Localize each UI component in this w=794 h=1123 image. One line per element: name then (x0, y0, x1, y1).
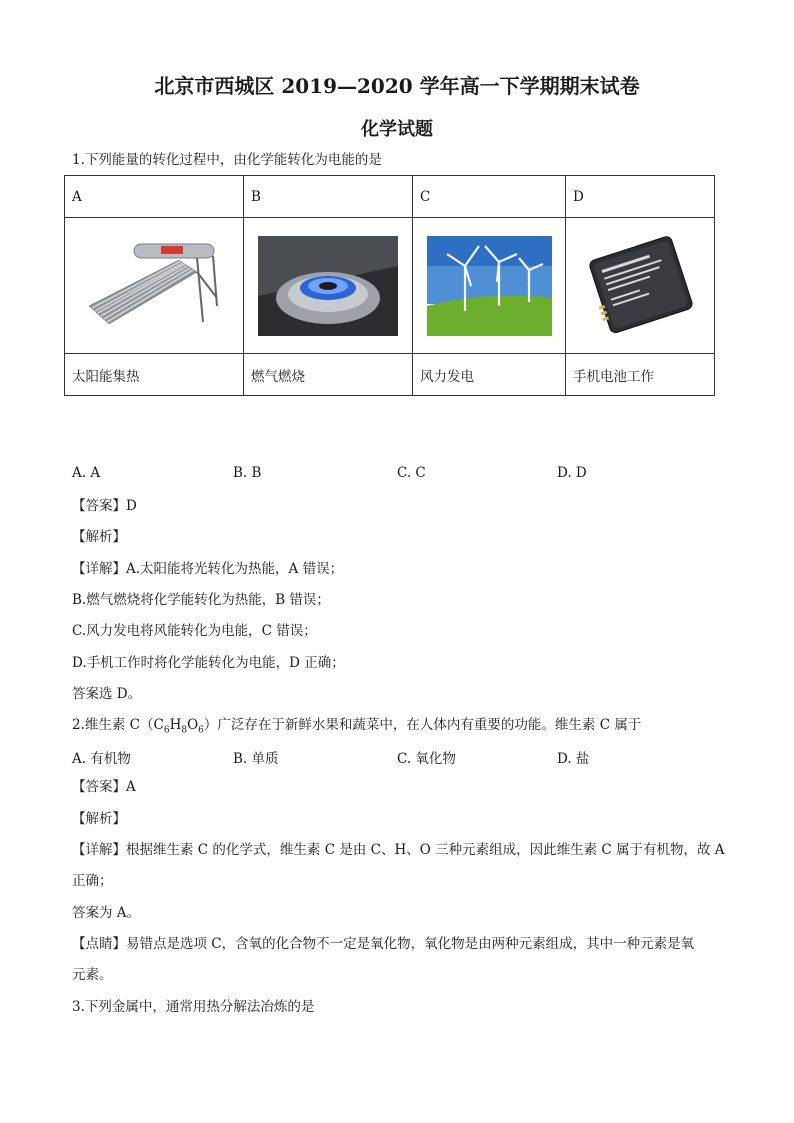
q2-detail-line: 正确； (72, 873, 113, 889)
q3-stem: 3.下列金属中，通常用热分解法冶炼的是 (72, 999, 315, 1015)
wind-turbines-image (413, 218, 566, 354)
q1-option-d: D. D (557, 465, 587, 481)
q1-caption-a: 太阳能集热 (65, 354, 244, 396)
q1-option-c: C. C (397, 465, 426, 481)
phone-battery-image (566, 218, 715, 354)
q1-analysis-label: 【解析】 (72, 529, 126, 545)
q2-stem: 2.维生素 $C(C_6H_8O_6)$广泛存在于新鲜水果和蔬菜中，在人体内有重要的功能。维生素 C 属于 (72, 717, 642, 736)
exam-subtitle: 化学试题 (361, 119, 433, 140)
q2-option-c: C. 氧化物 (397, 751, 456, 767)
q2-conclusion: 答案为 A。 (72, 905, 141, 921)
gas-stove-flame-image (244, 218, 413, 354)
q1-col-a: A (65, 176, 244, 218)
q1-col-b: B (244, 176, 413, 218)
q1-detail-line: D.手机工作时将化学能转化为电能，D 正确； (72, 655, 345, 671)
q1-caption-b: 燃气燃烧 (244, 354, 413, 396)
solar-water-heater-image (65, 218, 244, 354)
q1-stem: 1.下列能量的转化过程中，由化学能转化为电能的是 (72, 152, 382, 168)
q1-col-d: D (566, 176, 715, 218)
q1-detail-line: 【详解】A.太阳能将光转化为热能，A 错误； (72, 561, 344, 577)
q1-detail-line: C.风力发电将风能转化为电能，C 错误； (72, 623, 317, 639)
q1-col-c: C (413, 176, 566, 218)
q1-answer: 【答案】D (72, 498, 137, 514)
q2-option-a: A. 有机物 (72, 751, 131, 767)
q1-caption-c: 风力发电 (413, 354, 566, 396)
q2-analysis-label: 【解析】 (72, 811, 126, 827)
q1-options-table (64, 175, 715, 396)
q1-option-a: A. A (72, 465, 101, 481)
q1-caption-d: 手机电池工作 (566, 354, 715, 396)
q1-option-b: B. B (233, 465, 262, 481)
exam-title: 北京市西城区 2019—2020 学年高一下学期期末试卷 (154, 74, 640, 98)
q2-tip-line: 【点睛】易错点是选项 C，含氧的化合物不一定是氧化物，氧化物是由两种元素组成，其中一种元素是氧 (72, 936, 695, 952)
q2-option-d: D. 盐 (557, 751, 590, 767)
q2-answer: 【答案】A (72, 779, 136, 795)
q2-detail-line: 【详解】根据维生素 C 的化学式，维生素 C 是由 C、H、O 三种元素组成，因此维生素 C 属于有机物，故 A (72, 842, 725, 858)
q2-option-b: B. 单质 (233, 751, 279, 767)
q2-tip-line: 元素。 (72, 967, 113, 983)
q1-detail-line: B.燃气燃烧将化学能转化为热能，B 错误； (72, 592, 330, 608)
q1-conclusion: 答案选 D。 (72, 686, 142, 702)
